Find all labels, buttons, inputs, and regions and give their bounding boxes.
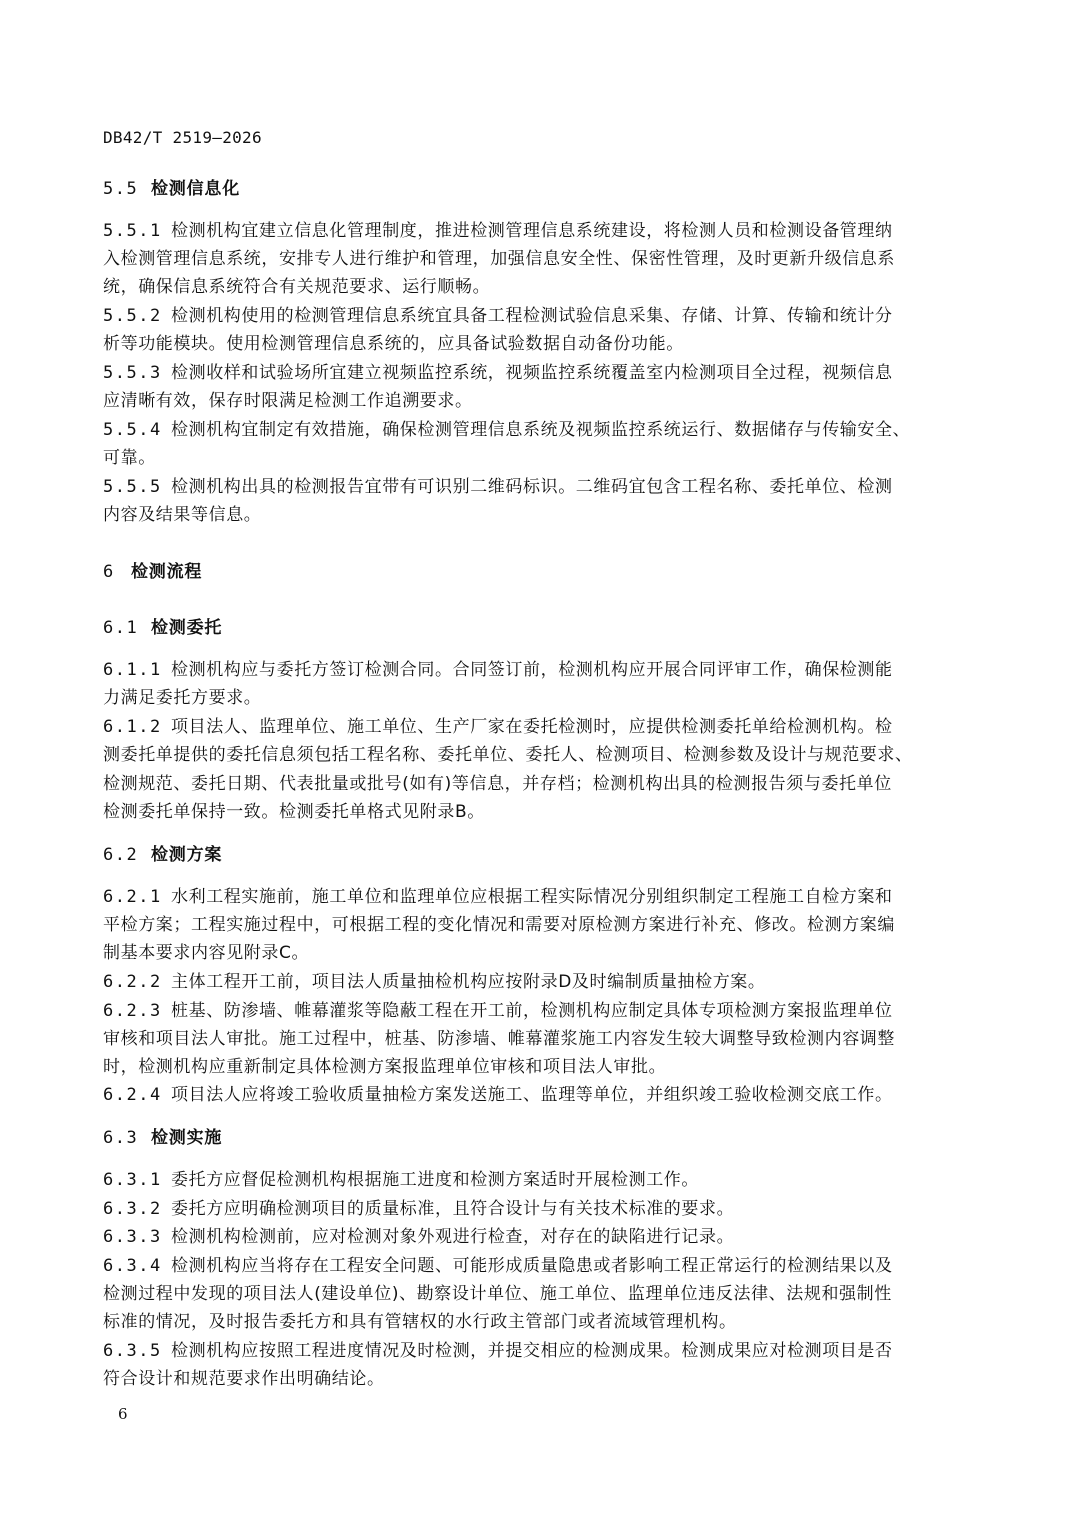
clause-text: 检测机构出具的检测报告宜带有可识别二维码标识。二维码宜包含工程名称、委托单位、检测 bbox=[171, 477, 893, 497]
clause-number: 6.3.3 bbox=[103, 1227, 162, 1247]
clause-text: 主体工程开工前，项目法人质量抽检机构应按附录D及时编制质量抽检方案。 bbox=[171, 972, 766, 992]
clause-5-5-4-line-1 bbox=[103, 417, 963, 443]
clause-text: 委托方应督促检测机构根据施工进度和检测方案适时开展检测工作。 bbox=[171, 1170, 699, 1190]
clause-text: 检测机构应按照工程进度情况及时检测，并提交相应的检测成果。检测成果应对检测项目是否 bbox=[171, 1341, 893, 1361]
section-number: 6.3 bbox=[103, 1128, 139, 1148]
section-number: 6.1 bbox=[103, 618, 139, 638]
clause-text: 检测机构宜建立信息化管理制度，推进检测管理信息系统建设，将检测人员和检测设备管理纳 bbox=[171, 221, 893, 241]
clause-5-5-2-line-2: 析等功能模块。使用检测管理信息系统的，应具备试验数据自动备份功能。 bbox=[103, 334, 684, 354]
clause-number: 6.2.1 bbox=[103, 887, 162, 907]
section-number: 6.2 bbox=[103, 845, 139, 865]
clause-5-5-5-line-1 bbox=[103, 474, 963, 500]
clause-text: 项目法人应将竣工验收质量抽检方案发送施工、监理等单位，并组织竣工验收检测交底工作。 bbox=[171, 1085, 893, 1105]
clause-6-2-3-line-1 bbox=[103, 998, 963, 1024]
clause-5-5-1-line-2: 入检测管理信息系统，安排专人进行维护和管理，加强信息安全性、保密性管理，及时更新升级信息系 bbox=[103, 249, 895, 269]
clause-5-5-5-line-2: 内容及结果等信息。 bbox=[103, 505, 262, 525]
clause-6-1-1-line-1 bbox=[103, 657, 963, 683]
clause-6-3-1-line-1 bbox=[103, 1167, 963, 1193]
clause-5-5-3-line-2: 应清晰有效，保存时限满足检测工作追溯要求。 bbox=[103, 391, 473, 411]
clause-6-2-2-line-1 bbox=[103, 969, 963, 995]
clause-6-2-3-line-3: 时，检测机构应重新制定具体检测方案报监理单位审核和项目法人审批。 bbox=[103, 1057, 667, 1077]
clause-5-5-2-line-1 bbox=[103, 303, 963, 329]
section-number: 5.5 bbox=[103, 179, 139, 199]
clause-5-5-3-line-1 bbox=[103, 360, 963, 386]
clause-6-2-1-line-2: 平检方案；工程实施过程中，可根据工程的变化情况和需要对原检测方案进行补充、修改。检测方案编 bbox=[103, 915, 895, 935]
clause-6-3-5-line-2: 符合设计和规范要求作出明确结论。 bbox=[103, 1369, 385, 1389]
clause-6-1-1-line-2: 力满足委托方要求。 bbox=[103, 688, 262, 708]
chapter-title: 检测流程 bbox=[131, 562, 203, 582]
clause-5-5-1-line-3: 统，确保信息系统符合有关规范要求、运行顺畅。 bbox=[103, 277, 491, 297]
clause-6-3-4-line-1 bbox=[103, 1253, 963, 1279]
clause-number: 6.3.2 bbox=[103, 1199, 162, 1219]
chapter-number: 6 bbox=[103, 562, 115, 582]
clause-6-2-1-line-1 bbox=[103, 884, 963, 910]
section-heading-6-1 bbox=[103, 615, 963, 641]
clause-number: 5.5.5 bbox=[103, 477, 162, 497]
clause-number: 6.3.5 bbox=[103, 1341, 162, 1361]
clause-number: 6.1.2 bbox=[103, 717, 162, 737]
clause-number: 6.2.2 bbox=[103, 972, 162, 992]
clause-number: 6.3.4 bbox=[103, 1256, 162, 1276]
section-heading-6-2 bbox=[103, 842, 963, 868]
clause-text: 检测机构检测前，应对检测对象外观进行检查，对存在的缺陷进行记录。 bbox=[171, 1227, 735, 1247]
page-number: 6 bbox=[118, 1405, 128, 1423]
clause-6-1-2-line-2: 测委托单提供的委托信息须包括工程名称、委托单位、委托人、检测项目、检测参数及设计与规范要求、 bbox=[103, 745, 913, 765]
section-title: 检测方案 bbox=[151, 845, 223, 865]
clause-5-5-4-line-2: 可靠。 bbox=[103, 448, 156, 468]
clause-6-3-4-line-3: 标准的情况，及时报告委托方和具有管辖权的水行政主管部门或者流域管理机构。 bbox=[103, 1312, 737, 1332]
clause-text: 水利工程实施前，施工单位和监理单位应根据工程实际情况分别组织制定工程施工自检方案和 bbox=[171, 887, 893, 907]
clause-6-3-4-line-2: 检测过程中发现的项目法人(建设单位)、勘察设计单位、施工单位、监理单位违反法律、法规和强制性 bbox=[103, 1284, 892, 1304]
clause-number: 5.5.4 bbox=[103, 420, 162, 440]
clause-number: 6.2.3 bbox=[103, 1001, 162, 1021]
clause-text: 桩基、防渗墙、帷幕灌浆等隐蔽工程在开工前，检测机构应制定具体专项检测方案报监理单位 bbox=[171, 1001, 893, 1021]
clause-text: 检测机构应当将存在工程安全问题、可能形成质量隐患或者影响工程正常运行的检测结果以及 bbox=[171, 1256, 893, 1276]
clause-6-1-2-line-3: 检测规范、委托日期、代表批量或批号(如有)等信息，并存档；检测机构出具的检测报告须与委托单位 bbox=[103, 774, 892, 794]
clause-6-3-5-line-1 bbox=[103, 1338, 963, 1364]
clause-6-2-4-line-1 bbox=[103, 1082, 963, 1108]
clause-5-5-1-line-1 bbox=[103, 218, 963, 244]
chapter-heading-6 bbox=[103, 559, 963, 585]
clause-number: 6.2.4 bbox=[103, 1085, 162, 1105]
document-code: DB42/T 2519—2026 bbox=[103, 128, 262, 147]
clause-number: 6.3.1 bbox=[103, 1170, 162, 1190]
section-title: 检测委托 bbox=[151, 618, 223, 638]
clause-text: 检测收样和试验场所宜建立视频监控系统，视频监控系统覆盖室内检测项目全过程，视频信息 bbox=[171, 363, 893, 383]
section-title: 检测信息化 bbox=[151, 179, 240, 199]
section-title: 检测实施 bbox=[151, 1128, 223, 1148]
clause-6-1-2-line-1 bbox=[103, 714, 963, 740]
clause-text: 项目法人、监理单位、施工单位、生产厂家在委托检测时，应提供检测委托单给检测机构。检 bbox=[171, 717, 893, 737]
clause-6-1-2-line-4: 检测委托单保持一致。检测委托单格式见附录B。 bbox=[103, 802, 485, 822]
clause-number: 5.5.1 bbox=[103, 221, 162, 241]
clause-6-2-3-line-2: 审核和项目法人审批。施工过程中，桩基、防渗墙、帷幕灌浆施工内容发生较大调整导致检测内容调整 bbox=[103, 1029, 895, 1049]
clause-text: 检测机构宜制定有效措施，确保检测管理信息系统及视频监控系统运行、数据储存与传输安全、 bbox=[171, 420, 911, 440]
clause-6-3-3-line-1 bbox=[103, 1224, 963, 1250]
clause-6-3-2-line-1 bbox=[103, 1196, 963, 1222]
clause-number: 6.1.1 bbox=[103, 660, 162, 680]
clause-text: 检测机构应与委托方签订检测合同。合同签订前，检测机构应开展合同评审工作，确保检测能 bbox=[171, 660, 893, 680]
section-heading-5-5 bbox=[103, 176, 963, 202]
clause-6-2-1-line-3: 制基本要求内容见附录C。 bbox=[103, 943, 310, 963]
clause-text: 检测机构使用的检测管理信息系统宜具备工程检测试验信息采集、存储、计算、传输和统计分 bbox=[171, 306, 893, 326]
section-heading-6-3 bbox=[103, 1125, 963, 1151]
clause-number: 5.5.3 bbox=[103, 363, 162, 383]
clause-text: 委托方应明确检测项目的质量标准，且符合设计与有关技术标准的要求。 bbox=[171, 1199, 735, 1219]
clause-number: 5.5.2 bbox=[103, 306, 162, 326]
